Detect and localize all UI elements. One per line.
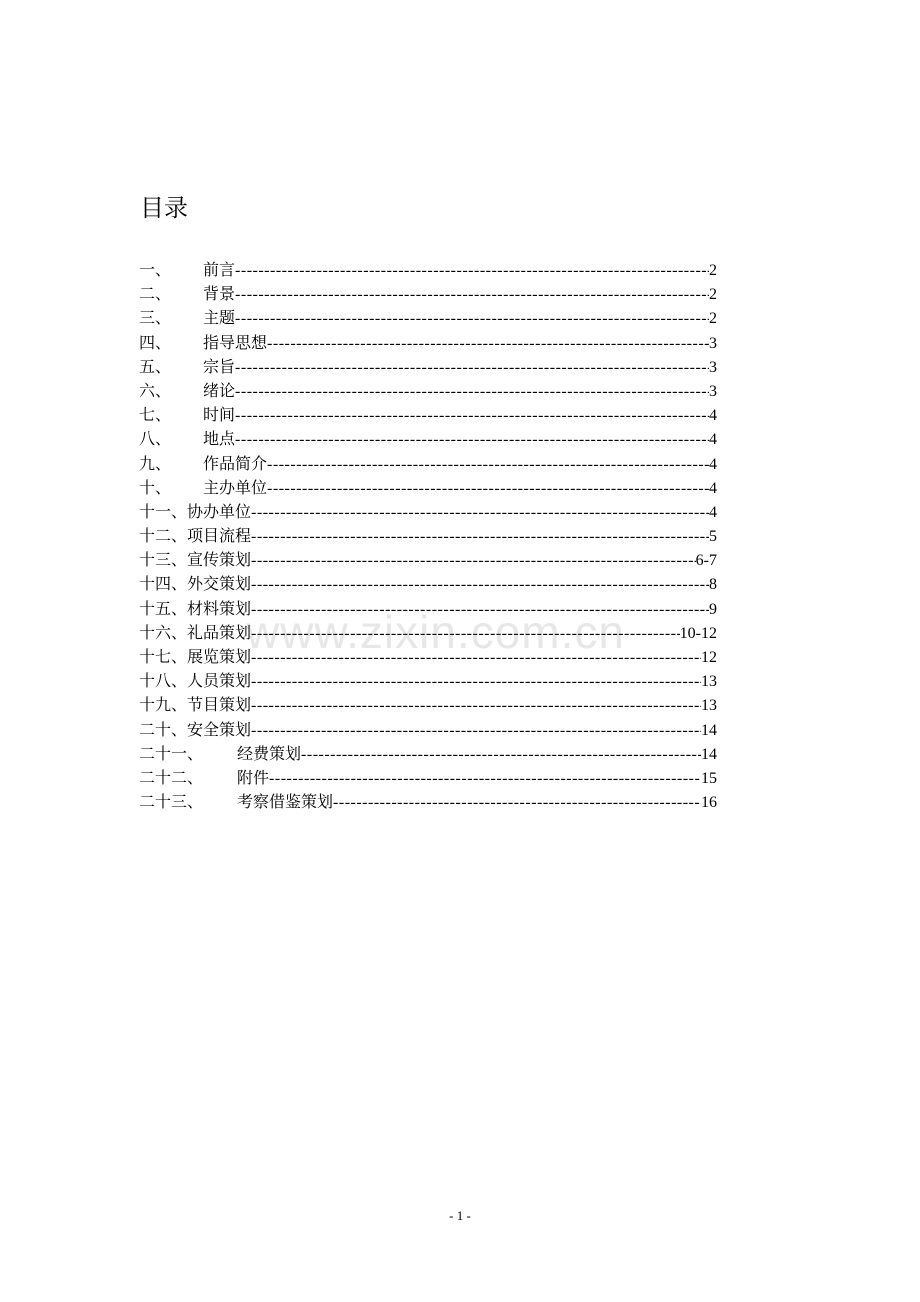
toc-entry-page: 2 bbox=[709, 310, 717, 328]
toc-entry[interactable] bbox=[139, 621, 717, 645]
toc-entry[interactable] bbox=[139, 500, 717, 524]
toc-dot-leader bbox=[235, 356, 709, 379]
toc-entry[interactable] bbox=[139, 790, 717, 814]
page-title: 目录 bbox=[140, 194, 188, 222]
toc-entry-number: 七、 bbox=[139, 405, 172, 425]
toc-entry-number: 十一、 bbox=[139, 501, 188, 521]
toc-entry-page: 3 bbox=[709, 358, 717, 376]
toc-dot-leader bbox=[251, 573, 709, 596]
toc-entry-title: 材料策划 bbox=[187, 598, 252, 618]
toc-entry-page: 13 bbox=[701, 673, 717, 691]
toc-entry-title: 礼品策划 bbox=[187, 622, 252, 642]
toc-entry-title: 附件 bbox=[237, 767, 270, 787]
toc-entry-title: 宣传策划 bbox=[187, 550, 252, 570]
toc-dot-leader bbox=[235, 404, 709, 427]
toc-dot-leader bbox=[235, 283, 709, 306]
toc-entry-title: 考察借鉴策划 bbox=[237, 792, 334, 812]
toc-entry-page: 4 bbox=[709, 455, 717, 473]
toc-entry-title: 外交策划 bbox=[187, 574, 252, 594]
toc-entry-page: 15 bbox=[701, 769, 717, 787]
toc-entry[interactable] bbox=[139, 669, 717, 693]
toc-entry-page: 5 bbox=[709, 528, 717, 546]
toc-entry-page: 16 bbox=[701, 794, 717, 812]
toc-entry[interactable] bbox=[139, 282, 717, 306]
toc-entry-page: 10-12 bbox=[679, 624, 717, 642]
toc-entry-page: 4 bbox=[709, 503, 717, 521]
toc-entry-number: 二十一、 bbox=[139, 743, 204, 763]
toc-dot-leader bbox=[235, 259, 709, 282]
toc-entry-number: 二十三、 bbox=[139, 792, 204, 812]
toc-entry-number: 十五、 bbox=[139, 598, 188, 618]
toc-entry-page: 14 bbox=[701, 721, 717, 739]
toc-entry-page: 3 bbox=[709, 334, 717, 352]
toc-dot-leader bbox=[251, 525, 709, 548]
toc-entry-page: 3 bbox=[709, 382, 717, 400]
toc-entry[interactable] bbox=[139, 258, 717, 282]
toc-entry-title: 协办单位 bbox=[187, 501, 252, 521]
toc-entry-title: 安全策划 bbox=[187, 719, 252, 739]
toc-entry[interactable] bbox=[139, 476, 717, 500]
toc-entry[interactable] bbox=[139, 379, 717, 403]
toc-entry[interactable] bbox=[139, 548, 717, 572]
toc-dot-leader bbox=[251, 670, 701, 693]
toc-entry-number: 十三、 bbox=[139, 550, 188, 570]
toc-entry[interactable] bbox=[139, 718, 717, 742]
toc-entry-page: 4 bbox=[709, 407, 717, 425]
toc-entry[interactable] bbox=[139, 452, 717, 476]
toc-dot-leader bbox=[235, 380, 709, 403]
toc-entry-page: 2 bbox=[709, 262, 717, 279]
toc-entry[interactable] bbox=[139, 766, 717, 790]
toc-entry-title: 项目流程 bbox=[187, 526, 252, 546]
toc-entry-number: 十二、 bbox=[139, 526, 188, 546]
toc-dot-leader bbox=[301, 743, 701, 766]
table-of-contents bbox=[139, 258, 717, 814]
toc-entry-title: 背景 bbox=[203, 284, 236, 304]
toc-entry-number: 十九、 bbox=[139, 695, 188, 715]
toc-entry-number: 十七、 bbox=[139, 647, 188, 666]
toc-dot-leader bbox=[251, 549, 696, 572]
toc-entry-number: 八、 bbox=[139, 429, 172, 449]
toc-entry-title: 前言 bbox=[203, 260, 236, 279]
toc-entry-title: 指导思想 bbox=[203, 332, 268, 352]
toc-entry-title: 作品简介 bbox=[203, 453, 268, 473]
toc-dot-leader bbox=[269, 767, 701, 790]
toc-dot-leader bbox=[235, 307, 709, 330]
toc-entry-number: 十四、 bbox=[139, 574, 188, 594]
toc-entry-page: 4 bbox=[709, 479, 717, 497]
toc-entry[interactable] bbox=[139, 693, 717, 717]
page-number-footer: - 1 - bbox=[449, 1208, 471, 1223]
toc-entry-page: 9 bbox=[709, 600, 717, 618]
toc-dot-leader bbox=[251, 501, 709, 524]
toc-entry[interactable] bbox=[139, 355, 717, 379]
toc-entry-title: 节目策划 bbox=[187, 695, 252, 715]
toc-entry-number: 十六、 bbox=[139, 622, 188, 642]
toc-entry-number: 一、 bbox=[139, 260, 172, 279]
toc-dot-leader bbox=[267, 332, 709, 355]
toc-entry[interactable] bbox=[139, 306, 717, 330]
toc-entry-page: 8 bbox=[709, 576, 717, 594]
toc-entry-number: 十、 bbox=[139, 477, 172, 497]
toc-entry[interactable] bbox=[139, 403, 717, 427]
toc-dot-leader bbox=[333, 791, 701, 814]
toc-entry-title: 主办单位 bbox=[203, 477, 268, 497]
toc-entry-number: 九、 bbox=[139, 453, 172, 473]
watermark: www.zixin.com.cn bbox=[246, 606, 625, 658]
toc-entry[interactable] bbox=[139, 572, 717, 596]
toc-entry[interactable] bbox=[139, 597, 717, 621]
toc-entry-number: 十八、 bbox=[139, 671, 188, 691]
toc-entry-page: 12 bbox=[701, 649, 717, 666]
toc-entry-title: 人员策划 bbox=[187, 671, 252, 691]
toc-entry-page: 2 bbox=[709, 286, 717, 304]
toc-entry-number: 二十、 bbox=[139, 719, 188, 739]
toc-entry-number: 三、 bbox=[139, 308, 172, 328]
toc-entry-page: 4 bbox=[709, 431, 717, 449]
toc-dot-leader bbox=[251, 646, 701, 669]
toc-entry-title: 时间 bbox=[203, 405, 236, 425]
toc-dot-leader bbox=[235, 428, 709, 451]
toc-entry-title: 绪论 bbox=[203, 380, 236, 400]
toc-entry-page: 14 bbox=[701, 745, 717, 763]
toc-entry-number: 二、 bbox=[139, 284, 172, 304]
toc-entry[interactable] bbox=[139, 427, 717, 451]
toc-dot-leader bbox=[267, 453, 709, 476]
toc-entry[interactable] bbox=[139, 645, 717, 669]
toc-entry-number: 四、 bbox=[139, 332, 172, 352]
toc-entry[interactable] bbox=[139, 331, 717, 355]
toc-dot-leader bbox=[251, 622, 680, 645]
toc-entry[interactable] bbox=[139, 524, 717, 548]
toc-entry-title: 主题 bbox=[203, 308, 236, 328]
toc-entry-number: 五、 bbox=[139, 356, 172, 376]
toc-entry-title: 经费策划 bbox=[237, 743, 302, 763]
toc-entry-number: 六、 bbox=[139, 380, 172, 400]
toc-entry-page: 13 bbox=[701, 697, 717, 715]
toc-dot-leader bbox=[267, 477, 709, 500]
toc-dot-leader bbox=[251, 694, 701, 717]
toc-dot-leader bbox=[251, 598, 709, 621]
toc-entry-page: 6-7 bbox=[695, 552, 717, 570]
toc-entry[interactable] bbox=[139, 742, 717, 766]
toc-entry-title: 地点 bbox=[203, 429, 236, 449]
toc-entry-number: 二十二、 bbox=[139, 767, 204, 787]
toc-dot-leader bbox=[251, 719, 701, 742]
toc-entry-title: 展览策划 bbox=[187, 647, 252, 666]
toc-entry-title: 宗旨 bbox=[203, 356, 236, 376]
